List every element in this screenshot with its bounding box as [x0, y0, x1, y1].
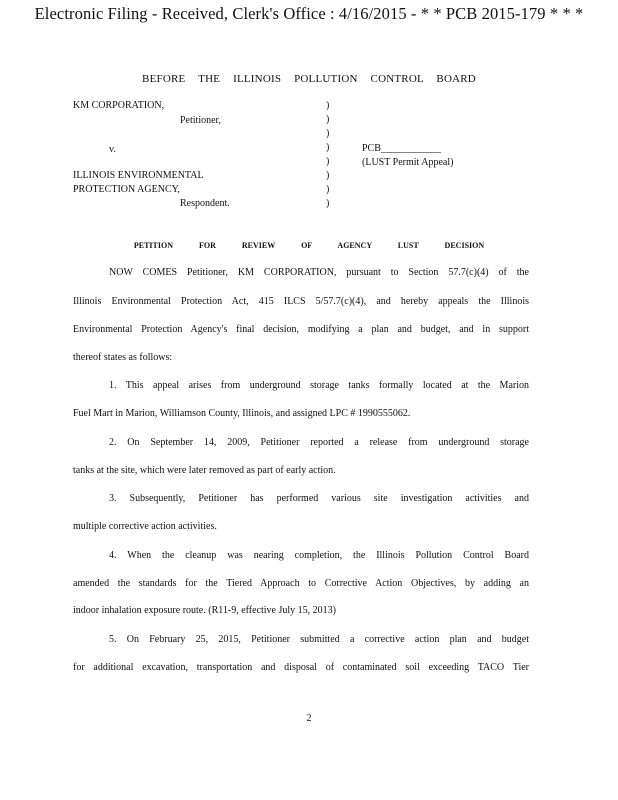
versus-label: v. [109, 144, 116, 155]
caption-paren: ) [326, 184, 330, 195]
caption-paren: ) [326, 114, 330, 125]
board-heading: BEFORE THE ILLINOIS POLLUTION CONTROL BOARD [142, 73, 476, 85]
body-line: 2. On September 14, 2009, Petitioner reported a release from underground storage [109, 437, 529, 448]
caption-paren: ) [326, 128, 330, 139]
respondent-name-line2: PROTECTION AGENCY, [73, 184, 181, 195]
respondent-role: Respondent. [180, 198, 230, 209]
body-line: thereof states as follows: [73, 352, 173, 363]
caption-paren: ) [326, 100, 330, 111]
caption-paren: ) [326, 142, 330, 153]
body-line: 1. This appeal arises from underground storage tanks formally located at the Marion [109, 380, 529, 391]
caption-paren: ) [326, 170, 330, 181]
body-line: 4. When the cleanup was nearing completion, the Illinois Pollution Control Board [109, 550, 529, 561]
body-line: 5. On February 25, 2015, Petitioner submitted a corrective action plan and budget [109, 634, 529, 645]
petition-title: PETITION FOR REVIEW OF AGENCY LUST DECISION [133, 241, 485, 250]
body-line: amended the standards for the Tiered Approach to Corrective Action Objectives, by adding an [73, 578, 529, 589]
pcb-number: PCB____________ [362, 143, 441, 154]
efiling-header: Electronic Filing - Received, Clerk's Office : 4/16/2015 - * * PCB 2015-179 * * * [34, 4, 584, 23]
case-type: (LUST Permit Appeal) [362, 157, 454, 168]
body-line: Environmental Protection Agency's final decision, modifying a plan and budget, and in support [73, 324, 529, 335]
caption-paren: ) [326, 156, 330, 167]
body-line: multiple corrective action activities. [73, 521, 217, 532]
body-line: Fuel Mart in Marion, Williamson County, Illinois, and assigned LPC # 1990555062. [73, 408, 411, 419]
caption-paren: ) [326, 198, 330, 209]
body-line: NOW COMES Petitioner, KM CORPORATION, pursuant to Section 57.7(c)(4) of the [109, 267, 529, 278]
body-line: for additional excavation, transportation and disposal of contaminated soil exceeding TACO Tier [73, 662, 529, 673]
body-line: 3. Subsequently, Petitioner has performed various site investigation activities and [109, 493, 529, 504]
body-line: tanks at the site, which were later removed as part of early action. [73, 465, 336, 476]
petitioner-role: Petitioner, [180, 115, 221, 126]
body-line: Illinois Environmental Protection Act, 415 ILCS 5/57.7(c)(4), and hereby appeals the Illinois [73, 296, 529, 307]
page-number: 2 [306, 713, 312, 724]
respondent-name-line1: ILLINOIS ENVIRONMENTAL [73, 170, 204, 181]
petitioner-name: KM CORPORATION, [73, 100, 165, 111]
body-line: indoor inhalation exposure route. (R11-9, effective July 15, 2013) [73, 605, 336, 616]
